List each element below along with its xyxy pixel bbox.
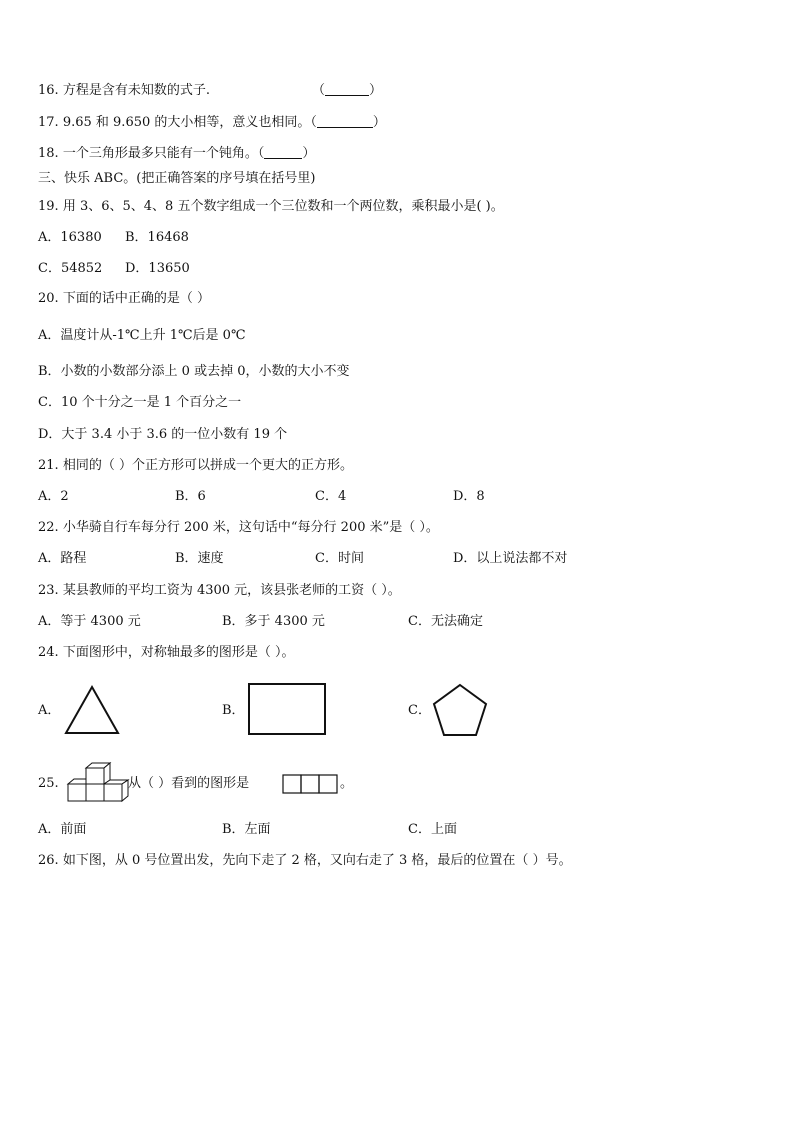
question-text: 用 3、6、5、4、8 五个数字组成一个三位数和一个两位数，乘积最小是( )。	[62, 199, 504, 214]
question-24	[38, 645, 294, 661]
option-a[interactable]: A．	[38, 703, 61, 718]
question-25-number: 25.	[38, 776, 59, 791]
question-text: 相同的（ ）个正方形可以拼成一个更大的正方形。	[62, 458, 353, 473]
option-c[interactable]: C．无法确定	[408, 614, 483, 629]
question-25-end: 。	[340, 776, 354, 791]
triangle-figure	[64, 685, 120, 735]
question-22	[38, 520, 439, 536]
question-number: 16.	[38, 83, 59, 98]
question-21	[38, 458, 353, 474]
option-d[interactable]: D．8	[453, 489, 485, 504]
question-25	[128, 776, 249, 792]
question-text: 下面的话中正确的是（ ）	[62, 291, 210, 306]
question-number: 24.	[38, 645, 59, 660]
option-a[interactable]: A．前面	[38, 822, 87, 837]
option-d[interactable]: D．以上说法都不对	[453, 551, 568, 566]
option-b[interactable]: B．多于 4300 元	[222, 614, 325, 629]
question-text: 如下图，从 0 号位置出发，先向下走了 2 格，又向右走了 3 格，最后的位置在（ ）号。	[62, 853, 572, 868]
question-text: 某县教师的平均工资为 4300 元，该县张老师的工资（ ）。	[62, 583, 401, 598]
answer-blank-18[interactable]	[264, 146, 302, 159]
question-number: 19.	[38, 199, 59, 214]
question-text: 从（ ）看到的图形是	[128, 776, 250, 791]
question-text: 下面图形中，对称轴最多的图形是（ ）。	[62, 645, 295, 660]
pentagon-figure	[432, 683, 488, 737]
question-23	[38, 583, 401, 599]
option-a[interactable]: A．等于 4300 元	[38, 614, 141, 629]
option-c[interactable]: C．时间	[315, 551, 364, 566]
option-a[interactable]: A．路程	[38, 551, 87, 566]
option-a[interactable]: A．16380	[38, 230, 102, 245]
question-text: 小华骑自行车每分行 200 米，这句话中“每分行 200 米”是（ ）。	[62, 520, 439, 535]
option-b[interactable]: B．小数的小数部分添上 0 或去掉 0，小数的大小不变	[38, 364, 350, 379]
question-number: 23.	[38, 583, 59, 598]
section-heading: 三、快乐 ABC。(把正确答案的序号填在括号里)	[38, 171, 316, 186]
option-a[interactable]: A．2	[38, 489, 69, 504]
option-b[interactable]: B．6	[175, 489, 206, 504]
question-number: 17.	[38, 115, 59, 130]
answer-blank-17[interactable]	[317, 115, 373, 128]
option-c[interactable]: C．54852	[38, 261, 103, 276]
question-17: 17. 9.65 和 9.650 的大小相等，意义也相同。（ ）	[38, 115, 386, 130]
option-b[interactable]: B．左面	[222, 822, 271, 837]
question-19	[38, 199, 504, 215]
three-squares-figure	[282, 774, 342, 794]
question-20	[38, 291, 210, 307]
option-a[interactable]: A．温度计从-1℃上升 1℃后是 0℃	[38, 328, 246, 343]
question-text: 9.65 和 9.650 的大小相等，意义也相同。（	[62, 115, 317, 130]
rectangle-figure	[248, 683, 328, 737]
question-18: 18. 一个三角形最多只能有一个钝角。（ ）	[38, 146, 316, 161]
question-16	[38, 83, 210, 99]
question-number: 26.	[38, 853, 59, 868]
option-b[interactable]: B．	[222, 703, 245, 718]
question-number: 22.	[38, 520, 59, 535]
option-c[interactable]: C．4	[315, 489, 347, 504]
option-c[interactable]: C．10 个十分之一是 1 个百分之一	[38, 395, 242, 410]
cube-stack-figure	[66, 762, 128, 806]
question-number: 20.	[38, 291, 59, 306]
blank-line[interactable]	[325, 83, 369, 96]
question-text: 方程是含有未知数的式子.	[62, 83, 210, 98]
option-b[interactable]: B．速度	[175, 551, 224, 566]
option-c[interactable]: C．上面	[408, 822, 457, 837]
option-d[interactable]: D．13650	[125, 261, 190, 276]
option-c[interactable]: C．	[408, 703, 431, 718]
question-number: 21.	[38, 458, 59, 473]
answer-blank-16[interactable]: （ ）	[312, 83, 383, 98]
option-d[interactable]: D．大于 3.4 小于 3.6 的一位小数有 19 个	[38, 427, 288, 442]
question-number: 18.	[38, 146, 59, 161]
question-26	[38, 853, 572, 869]
option-b[interactable]: B．16468	[125, 230, 189, 245]
question-text: 一个三角形最多只能有一个钝角。（	[62, 146, 265, 161]
